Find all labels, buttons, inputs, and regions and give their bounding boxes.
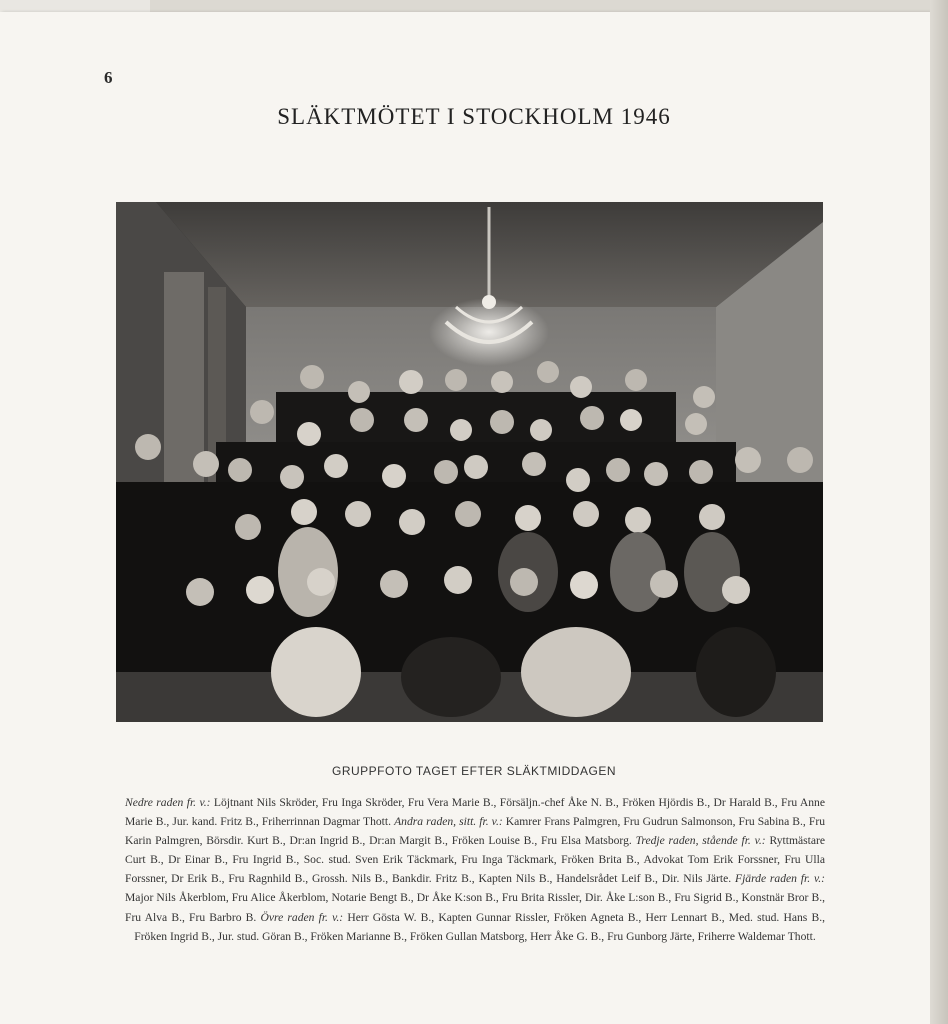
caption-row5-names: Herr Gösta W. B., Kapten Gunnar Rissler, Fröken Agneta B., Herr Lennart B., Med. stud. Hans B., Fröken Ingrid B., Jur. stud. Göran B., Fröken Marianne B., Fröken Gullan Matsborg, Herr Åke G. B., Fru Gunborg Järte, Friherre Waldemar Thott. [134,910,826,943]
caption-row2-names: Kamrer Frans Palmgren, Fru Gudrun Salmonson, Fru Sabina B., Fru Karin Palmgren, Börsdir. Kurt B., Dr:an Ingrid B., Dr:an Margit B., Fröken Louise B., Fru Elsa Matsborg. [125,815,825,848]
caption-row3-names: Ryttmästare Curt B., Dr Einar B., Fru Ingrid B., Soc. stud. Sven Erik Täckmark, Fru Inga Täckmark, Fröken Brita B., Advokat Tom Erik Forssner, Fru Ulla Forssner, Dr Erik B., Fru Ragnhild B., Grossh. Nils B., Bankdir. Fritz B., Kapten Nils B., Handelsrådet Leif B., Dir. Nils Järte. [125,834,825,886]
photo-caption-heading: GRUPPFOTO TAGET EFTER SLÄKTMIDDAGEN [332,764,616,778]
caption-row4-names: Major Nils Åkerblom, Fru Alice Åkerblom, Notarie Bengt B., Dr Åke K:son B., Fru Brita Rissler, Dir. Åke L:son B., Fru Sigrid B., Konstnär Bror B., Fru Alva B., Fru Barbro B. [125,891,825,924]
page-edge [930,0,948,1024]
caption-row5-label: Övre raden fr. v.: [260,910,344,924]
photo-caption [125,793,825,946]
group-photo [116,202,823,722]
caption-row1-names: Löjtnant Nils Skröder, Fru Inga Skröder, Fru Vera Marie B., Försäljn.-chef Åke N. B., Fröken Hjördis B., Dr Harald B., Fru Anne Marie B., Jur. kand. Fritz B., Friherrinnan Dagmar Thott. [125,796,825,829]
caption-row3-label: Tredje raden, stående fr. v.: [635,834,766,848]
group-photo-image [116,202,823,722]
caption-row1-label: Nedre raden fr. v.: [125,796,211,809]
page-title: SLÄKTMÖTET I STOCKHOLM 1946 [277,104,671,129]
page-number: 6 [104,68,113,87]
caption-row2-label: Andra raden, sitt. fr. v.: [394,815,503,829]
caption-row4-label: Fjärde raden fr. v.: [734,872,825,886]
